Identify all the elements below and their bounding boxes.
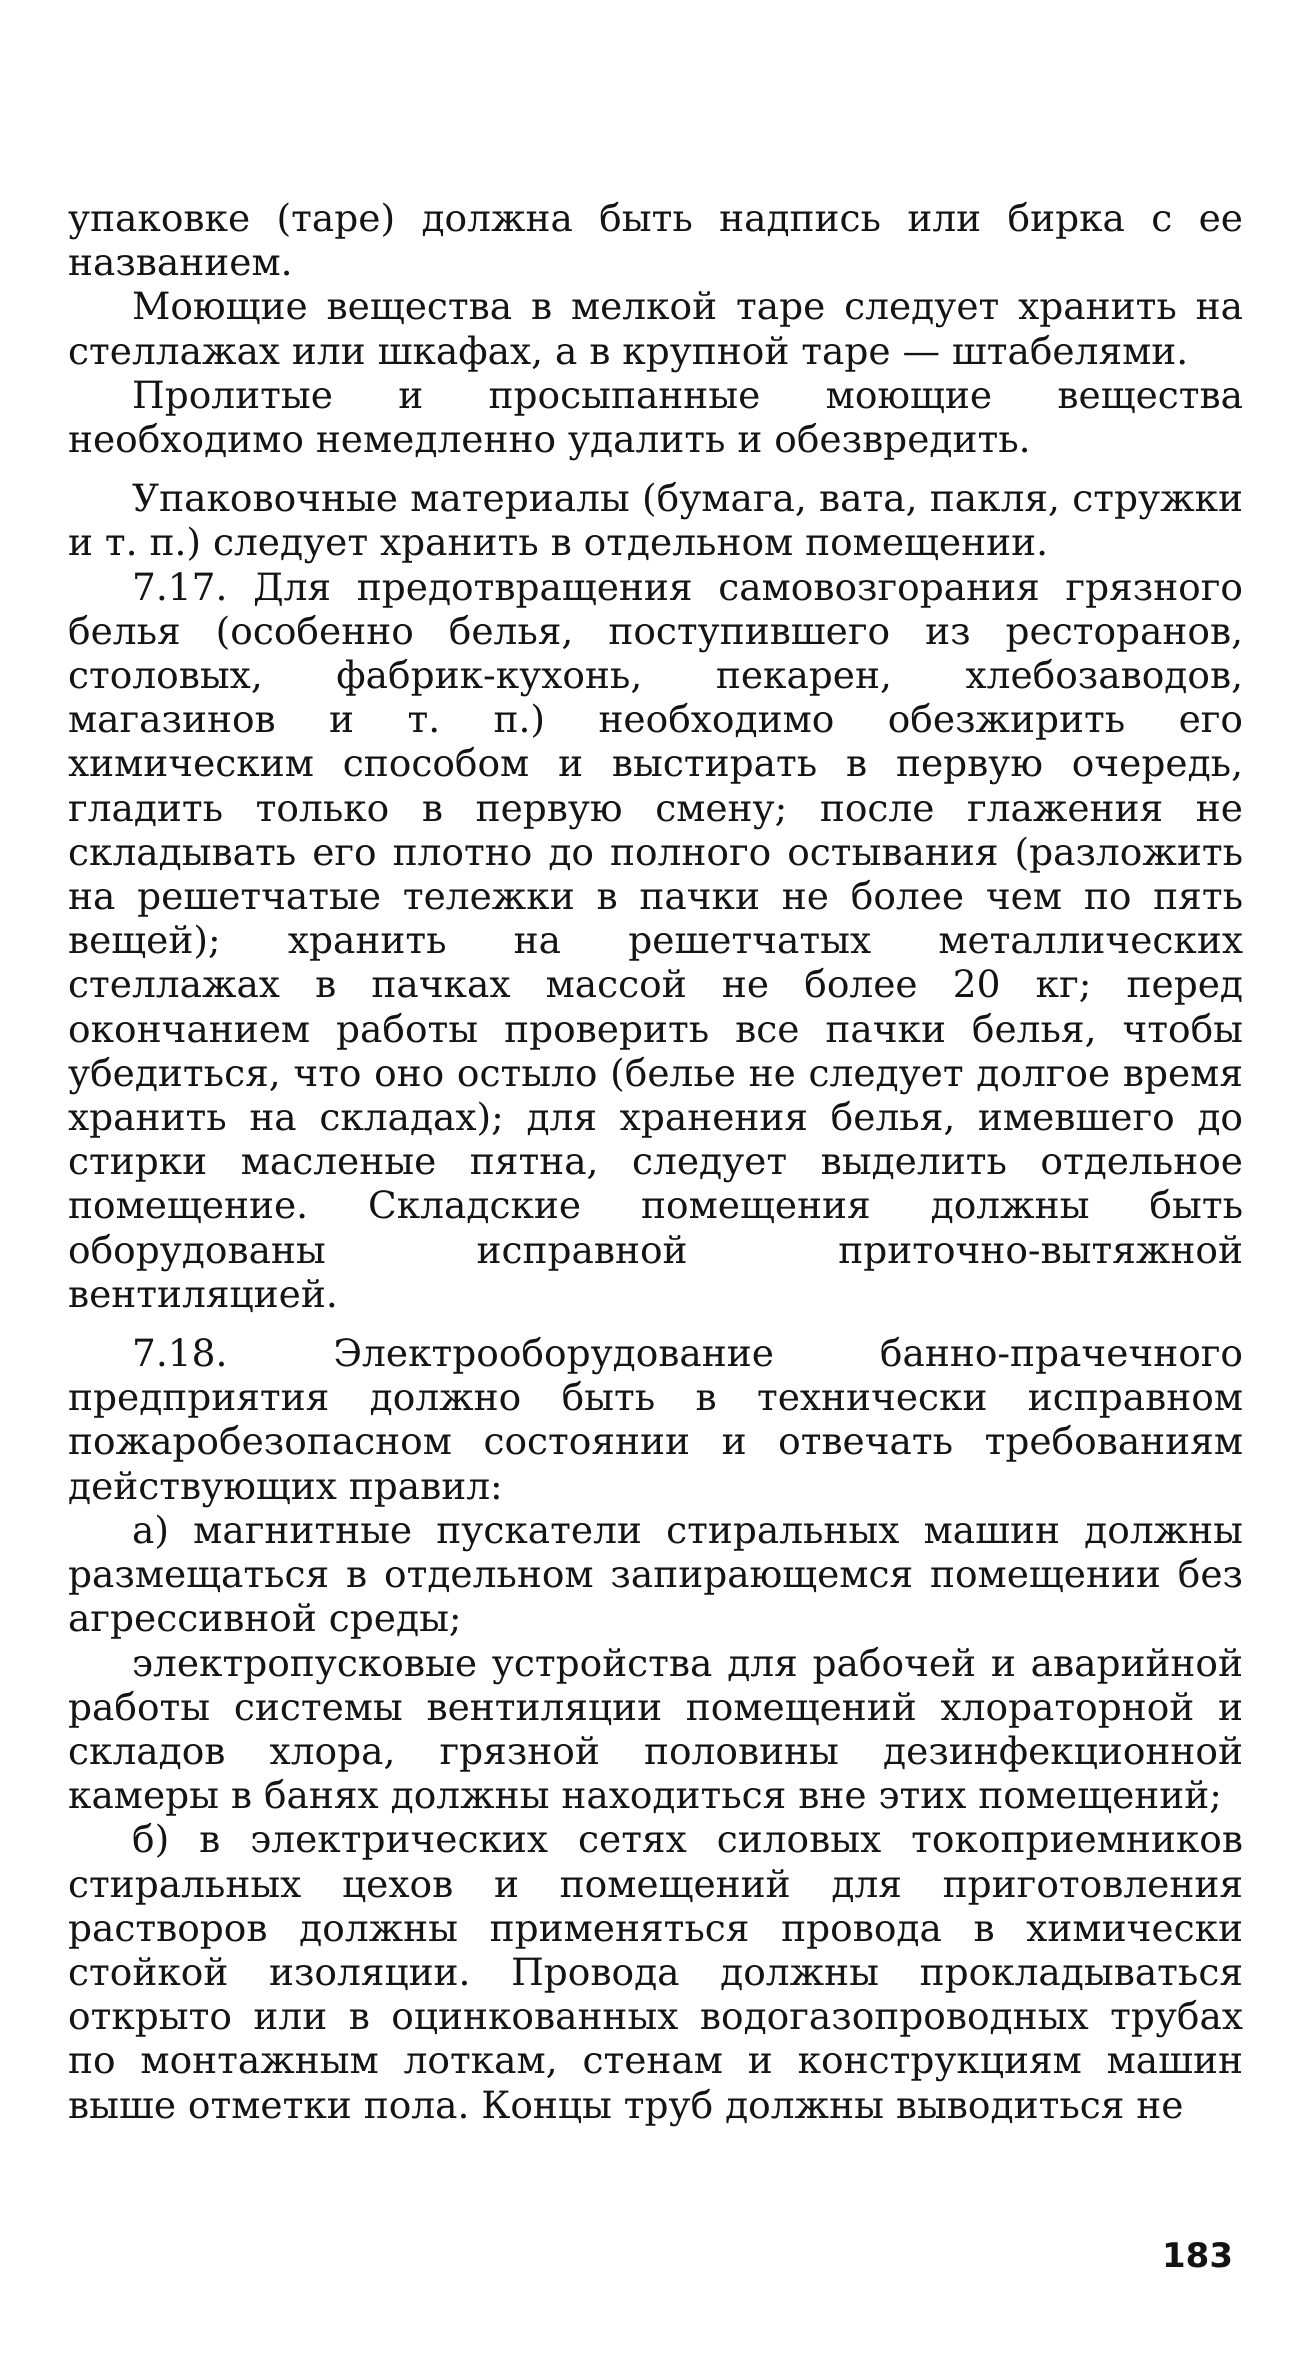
- paragraph-spilled-detergents: Пролитые и просыпанные моющие вещества необходимо немедленно удалить и обезвредить.: [68, 372, 1243, 462]
- paragraph-packaging-label: упаковке (таре) должна быть надпись или бирка с ее названием.: [68, 196, 1243, 285]
- paragraph-packing-materials: Упаковочные материалы (бумага, вата, пакля, стружки и т. п.) следует хранить в отдельном помещении.: [68, 476, 1243, 565]
- body-text: [68, 196, 1243, 2127]
- paragraph-item-b: б) в электрических сетях силовых токоприемников стиральных цехов и помещений для приготовления растворов должны применяться провода в химически стойкой изоляции. Провода должны прокладываться открыто или в оцинкованных водогазопроводных трубах по монтажным лоткам, стенам и конструкциям машин выше отметки пола. Концы труб должны выводиться не: [68, 1817, 1243, 2127]
- paragraph-item-a: а) магнитные пускатели стиральных машин должны размещаться в отдельном запирающемся помещении без агрессивной среды;: [68, 1507, 1243, 1641]
- paragraph-section-7-18: 7.18. Электрооборудование банно-прачечного предприятия должно быть в технически исправном пожаробезопасном состоянии и отвечать требованиям действующих правил:: [68, 1331, 1243, 1508]
- paragraph-detergent-storage: Моющие вещества в мелкой таре следует хранить на стеллажах или шкафах, а в крупной таре — штабелями.: [68, 284, 1243, 373]
- page-number: 183: [1162, 2236, 1233, 2276]
- paragraph-section-7-17: 7.17. Для предотвращения самовозгорания грязного белья (особенно белья, поступившего из ресторанов, столовых, фабрик-кухонь, пекарен, хлебозаводов, магазинов и т. п.) необходимо обезжирить его химическим способом и выстирать в первую очередь, гладить только в первую смену; после глажения не складывать его плотно до полного остывания (разложить на решетчатые тележки в пачки не более чем по пять вещей); хранить на решетчатых металлических стеллажах в пачках массой не более 20 кг; перед окончанием работы проверить все пачки белья, чтобы убедиться, что оно остыло (белье не следует долгое время хранить на складах); для хранения белья, имевшего до стирки масленые пятна, следует выделить отдельное помещение. Складские помещения должны быть оборудованы исправной приточно-вытяжной вентиляцией.: [68, 564, 1243, 1316]
- paragraph-ventilation-starters: электропусковые устройства для рабочей и аварийной работы системы вентиляции помещений хлораторной и складов хлора, грязной половины дезинфекционной камеры в банях должны находиться вне этих помещений;: [68, 1640, 1243, 1818]
